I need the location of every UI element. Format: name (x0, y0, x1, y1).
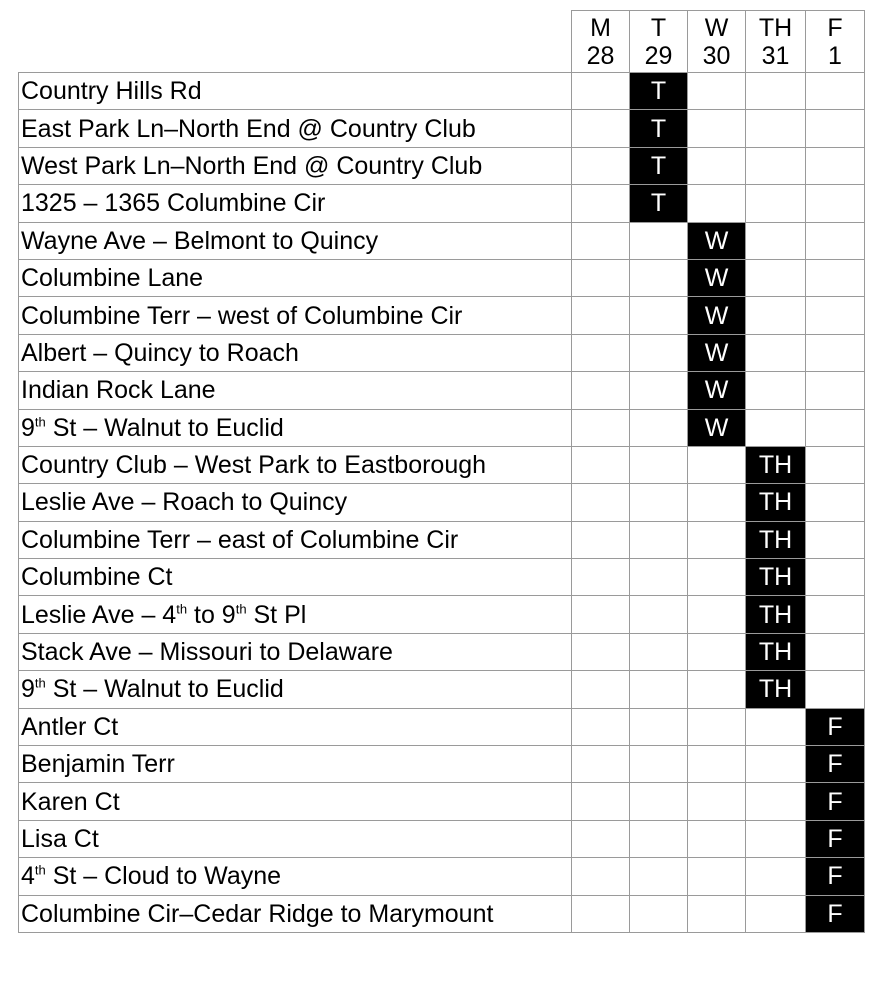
street-name-cell (19, 895, 572, 932)
empty-day-cell (630, 259, 688, 296)
street-name-cell (19, 446, 572, 483)
empty-day-cell (746, 708, 806, 745)
street-name-cell (19, 73, 572, 110)
day-header-fri (806, 11, 865, 73)
empty-day-cell (746, 783, 806, 820)
street-text: Columbine Terr – west of Columbine Cir (21, 301, 463, 330)
street-text: West Park Ln–North End @ Country Club (21, 151, 483, 180)
empty-day-cell (806, 596, 865, 633)
table-row (19, 820, 865, 857)
scheduled-day-cell: T (630, 73, 688, 110)
day-label: F (827, 13, 843, 42)
empty-day-cell (688, 895, 746, 932)
street-text: to 9 (187, 600, 236, 629)
street-name-cell (19, 521, 572, 558)
empty-day-cell (688, 820, 746, 857)
street-name-cell (19, 559, 572, 596)
day-date: 28 (586, 41, 615, 70)
empty-day-cell (572, 633, 630, 670)
empty-day-cell (688, 73, 746, 110)
empty-day-cell (688, 708, 746, 745)
day-date: 29 (644, 41, 673, 70)
table-row (19, 783, 865, 820)
street-name-cell (19, 297, 572, 334)
street-text: 4 (21, 862, 35, 891)
empty-day-cell (806, 73, 865, 110)
street-text: 9 (21, 675, 35, 704)
table-row (19, 297, 865, 334)
day-label: M (590, 13, 611, 42)
day-label: T (650, 13, 667, 42)
empty-day-cell (630, 671, 688, 708)
street-name-cell (19, 222, 572, 259)
empty-day-cell (630, 895, 688, 932)
street-name-cell (19, 746, 572, 783)
street-text: St – Walnut to Euclid (45, 675, 284, 704)
street-text: 9 (21, 413, 35, 442)
table-row (19, 633, 865, 670)
street-text: Columbine Ct (21, 563, 173, 592)
empty-day-cell (746, 820, 806, 857)
empty-day-cell (806, 484, 865, 521)
empty-day-cell (806, 409, 865, 446)
empty-day-cell (746, 110, 806, 147)
scheduled-day-cell: F (806, 820, 865, 857)
empty-day-cell (806, 110, 865, 147)
empty-day-cell (746, 409, 806, 446)
table-row (19, 409, 865, 446)
scheduled-day-cell: W (688, 334, 746, 371)
empty-day-cell (572, 671, 630, 708)
scheduled-day-cell: F (806, 783, 865, 820)
street-name-cell (19, 633, 572, 670)
street-text: Antler Ct (21, 712, 119, 741)
scheduled-day-cell: F (806, 708, 865, 745)
table-row (19, 222, 865, 259)
empty-day-cell (806, 559, 865, 596)
empty-day-cell (630, 746, 688, 783)
empty-day-cell (572, 820, 630, 857)
street-name-cell (19, 409, 572, 446)
empty-day-cell (746, 259, 806, 296)
empty-day-cell (572, 708, 630, 745)
empty-day-cell (746, 858, 806, 895)
empty-day-cell (688, 484, 746, 521)
table-row (19, 484, 865, 521)
empty-day-cell (746, 372, 806, 409)
table-row (19, 559, 865, 596)
street-text: Columbine Lane (21, 264, 204, 293)
street-text: Leslie Ave – Roach to Quincy (21, 488, 348, 517)
header-blank-cell (19, 11, 572, 73)
empty-day-cell (688, 671, 746, 708)
street-text: St – Walnut to Euclid (45, 413, 284, 442)
empty-day-cell (572, 783, 630, 820)
table-row (19, 446, 865, 483)
schedule-body (19, 73, 865, 933)
table-row (19, 110, 865, 147)
scheduled-day-cell: TH (746, 671, 806, 708)
empty-day-cell (630, 708, 688, 745)
empty-day-cell (630, 596, 688, 633)
empty-day-cell (630, 559, 688, 596)
empty-day-cell (806, 446, 865, 483)
table-row (19, 708, 865, 745)
scheduled-day-cell: W (688, 259, 746, 296)
ordinal-suffix: th (34, 414, 46, 430)
scheduled-day-cell: W (688, 409, 746, 446)
table-row (19, 895, 865, 932)
empty-day-cell (572, 147, 630, 184)
day-date: 31 (761, 41, 790, 70)
empty-day-cell (746, 746, 806, 783)
street-name-cell (19, 110, 572, 147)
empty-day-cell (630, 222, 688, 259)
empty-day-cell (688, 185, 746, 222)
ordinal-suffix: th (235, 601, 247, 617)
empty-day-cell (806, 633, 865, 670)
street-text: Leslie Ave – 4 (21, 600, 177, 629)
empty-day-cell (806, 521, 865, 558)
street-text: Stack Ave – Missouri to Delaware (21, 638, 393, 667)
scheduled-day-cell: TH (746, 596, 806, 633)
empty-day-cell (746, 334, 806, 371)
empty-day-cell (572, 297, 630, 334)
street-text: Karen Ct (21, 787, 120, 816)
scheduled-day-cell: W (688, 372, 746, 409)
day-date: 30 (702, 41, 731, 70)
empty-day-cell (746, 185, 806, 222)
empty-day-cell (746, 147, 806, 184)
empty-day-cell (688, 110, 746, 147)
street-text: Albert – Quincy to Roach (21, 338, 299, 367)
empty-day-cell (688, 633, 746, 670)
ordinal-suffix: th (34, 676, 46, 692)
empty-day-cell (688, 596, 746, 633)
empty-day-cell (630, 484, 688, 521)
empty-day-cell (688, 446, 746, 483)
empty-day-cell (572, 446, 630, 483)
empty-day-cell (630, 521, 688, 558)
empty-day-cell (572, 73, 630, 110)
street-name-cell (19, 708, 572, 745)
scheduled-day-cell: T (630, 110, 688, 147)
street-name-cell (19, 185, 572, 222)
day-header-tue (630, 11, 688, 73)
empty-day-cell (630, 446, 688, 483)
empty-day-cell (688, 521, 746, 558)
empty-day-cell (572, 521, 630, 558)
empty-day-cell (806, 185, 865, 222)
street-name-cell (19, 820, 572, 857)
street-name-cell (19, 596, 572, 633)
table-row (19, 73, 865, 110)
empty-day-cell (688, 746, 746, 783)
day-date: 1 (828, 41, 842, 70)
ordinal-suffix: th (34, 863, 46, 879)
table-row (19, 334, 865, 371)
street-text: Lisa Ct (21, 825, 99, 853)
street-text: Benjamin Terr (21, 750, 175, 779)
street-text: 1325 – 1365 Columbine Cir (21, 189, 326, 218)
scheduled-day-cell: T (630, 147, 688, 184)
street-text: St Pl (246, 600, 307, 629)
empty-day-cell (806, 297, 865, 334)
scheduled-day-cell: TH (746, 559, 806, 596)
empty-day-cell (572, 334, 630, 371)
scheduled-day-cell: TH (746, 446, 806, 483)
table-row (19, 147, 865, 184)
header-row (19, 11, 865, 73)
day-header-mon (572, 11, 630, 73)
scheduled-day-cell: T (630, 185, 688, 222)
day-header-wed (688, 11, 746, 73)
street-schedule-table (18, 10, 865, 933)
street-name-cell (19, 484, 572, 521)
table-row (19, 671, 865, 708)
table-row (19, 372, 865, 409)
scheduled-day-cell: F (806, 858, 865, 895)
day-header-thu (746, 11, 806, 73)
empty-day-cell (630, 633, 688, 670)
street-name-cell (19, 372, 572, 409)
scheduled-day-cell: W (688, 297, 746, 334)
table-row (19, 521, 865, 558)
empty-day-cell (688, 147, 746, 184)
empty-day-cell (630, 409, 688, 446)
street-name-cell (19, 147, 572, 184)
empty-day-cell (630, 372, 688, 409)
empty-day-cell (572, 858, 630, 895)
scheduled-day-cell: TH (746, 633, 806, 670)
empty-day-cell (806, 222, 865, 259)
street-name-cell (19, 858, 572, 895)
table-row (19, 858, 865, 895)
street-text: Country Club – West Park to Eastborough (21, 451, 487, 480)
empty-day-cell (572, 185, 630, 222)
street-text: East Park Ln–North End @ Country Club (21, 114, 476, 143)
empty-day-cell (572, 484, 630, 521)
table-row (19, 746, 865, 783)
street-text: Columbine Terr – east of Columbine Cir (21, 525, 459, 554)
table-row (19, 185, 865, 222)
empty-day-cell (746, 222, 806, 259)
empty-day-cell (630, 297, 688, 334)
empty-day-cell (630, 820, 688, 857)
scheduled-day-cell: TH (746, 484, 806, 521)
empty-day-cell (572, 559, 630, 596)
empty-day-cell (572, 372, 630, 409)
empty-day-cell (572, 110, 630, 147)
empty-day-cell (806, 147, 865, 184)
street-text: Indian Rock Lane (21, 376, 216, 405)
empty-day-cell (746, 297, 806, 334)
empty-day-cell (572, 259, 630, 296)
street-name-cell (19, 259, 572, 296)
street-name-cell (19, 783, 572, 820)
ordinal-suffix: th (176, 601, 188, 617)
empty-day-cell (572, 746, 630, 783)
scheduled-day-cell: F (806, 895, 865, 932)
empty-day-cell (688, 559, 746, 596)
empty-day-cell (630, 858, 688, 895)
empty-day-cell (572, 222, 630, 259)
street-text: St – Cloud to Wayne (45, 862, 282, 891)
empty-day-cell (572, 596, 630, 633)
empty-day-cell (806, 259, 865, 296)
empty-day-cell (630, 334, 688, 371)
day-label: TH (758, 13, 793, 42)
empty-day-cell (806, 334, 865, 371)
empty-day-cell (688, 858, 746, 895)
empty-day-cell (746, 73, 806, 110)
street-text: Wayne Ave – Belmont to Quincy (21, 226, 379, 255)
empty-day-cell (630, 783, 688, 820)
street-name-cell (19, 671, 572, 708)
empty-day-cell (806, 671, 865, 708)
empty-day-cell (572, 895, 630, 932)
empty-day-cell (572, 409, 630, 446)
day-label: W (704, 13, 729, 42)
empty-day-cell (688, 783, 746, 820)
street-text: Columbine Cir–Cedar Ridge to Marymount (21, 899, 494, 928)
street-name-cell (19, 334, 572, 371)
scheduled-day-cell: TH (746, 521, 806, 558)
table-row (19, 259, 865, 296)
empty-day-cell (806, 372, 865, 409)
table-row (19, 596, 865, 633)
street-text: Country Hills Rd (21, 77, 202, 106)
empty-day-cell (746, 895, 806, 932)
scheduled-day-cell: F (806, 746, 865, 783)
scheduled-day-cell: W (688, 222, 746, 259)
